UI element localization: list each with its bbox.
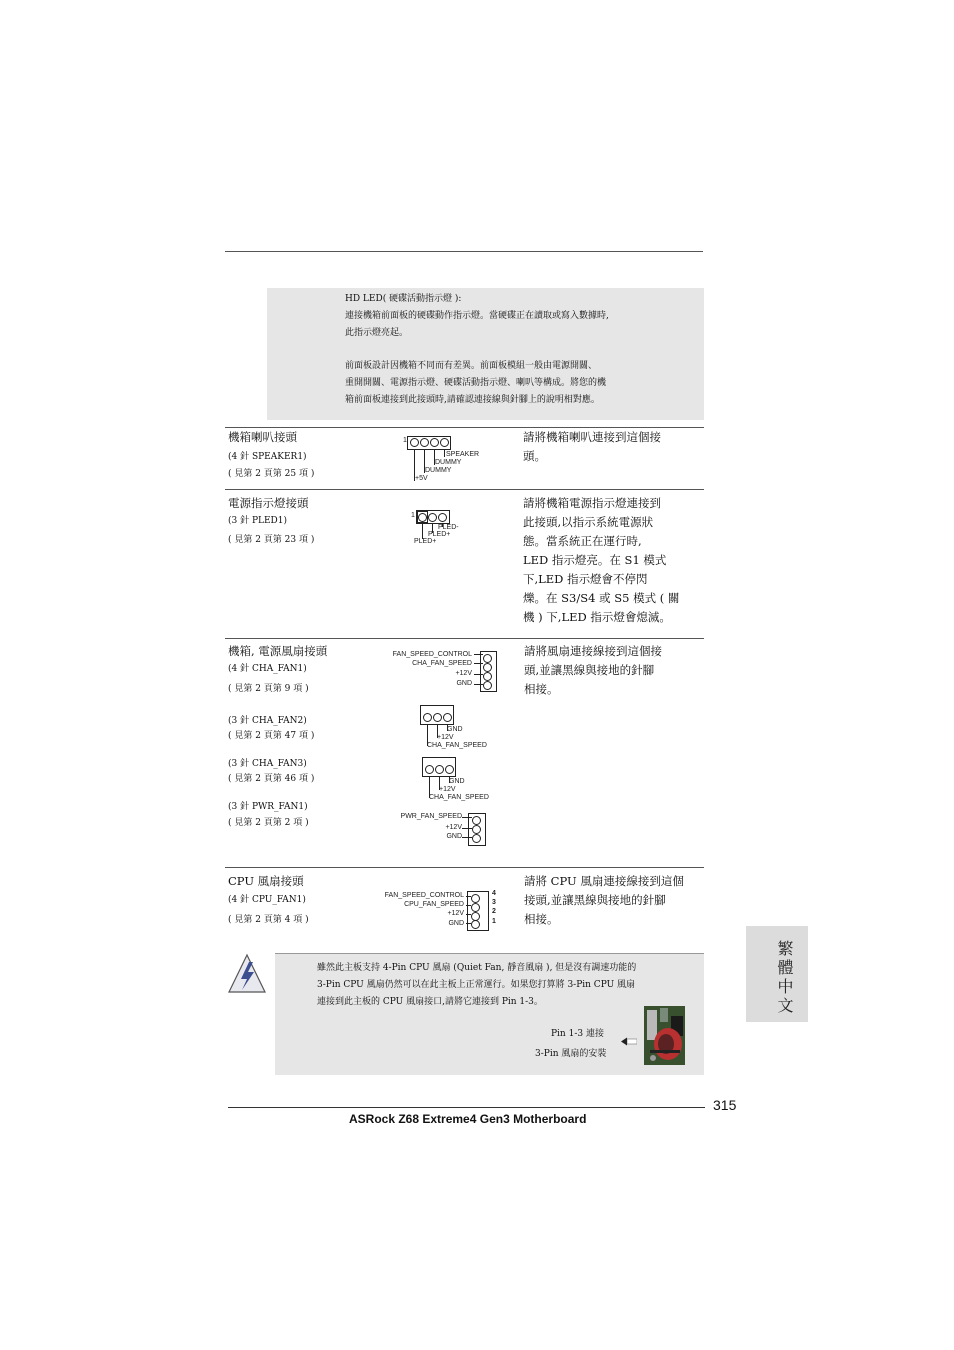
hdled-line5: 箱前面板連接到此接頭時,請確認連接線與針腳上的說明相對應。 [345, 394, 600, 405]
chafan1-label: FAN_SPEED_CONTROL [392, 651, 472, 658]
chafan3-label: CHA_FAN_SPEED [429, 794, 489, 801]
hdled-line2: 此指示燈亮起。 [345, 327, 409, 338]
top-rule [225, 251, 703, 252]
chafan2-label: +12V [437, 734, 454, 741]
pled-diagram [410, 510, 490, 550]
chafan3-ref: ( 見第 2 頁第 46 項 ) [228, 774, 315, 784]
cpufan-title: CPU 風扇接頭 [228, 874, 304, 888]
cpufan-num: 2 [492, 908, 496, 915]
cpufan-num: 3 [492, 899, 496, 906]
speaker-label-dummy1: DUMMY [435, 459, 462, 466]
speaker-desc2: 頭。 [523, 449, 546, 463]
speaker-label-speaker: SPEAKER [446, 451, 480, 458]
footer-rule [228, 1107, 705, 1108]
pled-desc-line: 態。當系統正在運行時, [523, 534, 642, 548]
cpufan-ref: ( 見第 2 頁第 4 項 ) [228, 915, 309, 925]
note-line: 3-Pin CPU 風扇仍然可以在此主板上正常運行。如果您打算將 3-Pin CPU 風扇 [317, 980, 636, 990]
chafan1-ref: ( 見第 2 頁第 9 項 ) [228, 684, 309, 694]
cpufan-diagram [380, 889, 500, 933]
chafan3-diagram [422, 757, 502, 805]
speaker-label-dummy2: DUMMY [425, 467, 452, 474]
pled-rule [225, 489, 704, 490]
chafan2-ref: ( 見第 2 頁第 47 項 ) [228, 731, 315, 741]
speaker-diagram [402, 435, 512, 485]
hdled-text [345, 291, 695, 409]
fan-install-photo [644, 1006, 685, 1065]
pwrfan-diagram [390, 812, 490, 846]
pwrfan-label: +12V [445, 824, 462, 831]
speaker-title: 機箱喇叭接頭 [228, 430, 297, 444]
speaker-ref: ( 見第 2 頁第 25 項 ) [228, 469, 315, 479]
chafan2-pins: (3 針 CHA_FAN2) [228, 716, 307, 726]
pled-desc-line: 下,LED 指示燈會不停閃 [523, 572, 648, 586]
cpufan-num: 4 [492, 890, 496, 897]
side-language-tab [746, 926, 808, 1022]
pled-label-plus2: PLED+ [414, 538, 437, 545]
footer-model: ASRock Z68 Extreme4 Gen3 Motherboard [349, 1112, 587, 1126]
chafan-desc-line: 請將風扇連接線接到這個接 [524, 644, 662, 658]
pled-pins: (3 針 PLED1) [228, 516, 288, 526]
cpufan-label: GND [448, 920, 464, 927]
chafan2-diagram [420, 705, 500, 753]
cpufan-num: 1 [492, 918, 496, 925]
hdled-line1: 連接機箱前面板的硬碟動作指示燈。當硬碟正在讀取或寫入數據時, [345, 310, 609, 321]
chafan1-label: +12V [455, 670, 472, 677]
chafan2-label: CHA_FAN_SPEED [427, 742, 487, 749]
cpufan-desc-line: 請將 CPU 風扇連接線接到這個 [524, 874, 684, 888]
chafan1-label: GND [456, 680, 472, 687]
pled-pin1-label: 1 [411, 512, 415, 519]
pled-desc-line: 爍。在 S3/S4 或 S5 模式 ( 關 [523, 591, 680, 605]
cpufan-rule [225, 867, 704, 868]
chafan1-pins: (4 針 CHA_FAN1) [228, 664, 307, 674]
chafan3-label: +12V [439, 786, 456, 793]
warning-icon [227, 952, 267, 996]
pwrfan-ref: ( 見第 2 頁第 2 項 ) [228, 818, 309, 828]
pled-ref: ( 見第 2 頁第 23 項 ) [228, 535, 315, 545]
pwrfan-label: GND [446, 833, 462, 840]
chafan2-label: GND [447, 726, 463, 733]
cpufan-label: +12V [447, 910, 464, 917]
cpufan-desc-line: 接頭,並讓黑線與接地的針腳 [524, 893, 666, 907]
pled-desc-line: LED 指示燈亮。在 S1 模式 [523, 553, 667, 567]
speaker-pin1-label: 1 [403, 437, 407, 444]
arrow-left-icon [621, 1031, 637, 1040]
note-text [317, 960, 703, 1011]
chafan-desc-line: 相接。 [524, 682, 559, 696]
pled-desc-line: 請將機箱電源指示燈連接到 [523, 496, 661, 510]
pled-label-minus: PLED- [438, 524, 459, 531]
chafan-rule [225, 638, 704, 639]
chafan-desc [524, 642, 699, 699]
cpufan-pins: (4 針 CPU_FAN1) [228, 895, 306, 905]
pled-desc-line: 此接頭,以指示系統電源狀 [523, 515, 654, 529]
chafan3-pins: (3 針 CHA_FAN3) [228, 759, 307, 769]
note-caption2: 3-Pin 風扇的安裝 [535, 1049, 607, 1059]
cpufan-desc-line: 相接。 [524, 912, 559, 926]
chafan1-diagram [380, 648, 500, 693]
cpufan-desc [524, 872, 702, 929]
page-number: 315 [713, 1097, 737, 1113]
hdled-title: HD LED( 硬碟活動指示燈 ): [345, 294, 462, 304]
hdled-line4: 重開開關、電源指示燈、硬碟活動指示燈、喇叭等構成。將您的機 [345, 377, 607, 388]
speaker-pins: (4 針 SPEAKER1) [228, 452, 307, 462]
chafan3-label: GND [449, 778, 465, 785]
note-line: 連接到此主板的 CPU 風扇接口,請將它連接到 Pin 1-3。 [317, 997, 543, 1007]
pled-desc [523, 494, 693, 627]
pled-title: 電源指示燈接頭 [228, 496, 309, 510]
cpufan-label: FAN_SPEED_CONTROL [384, 892, 464, 899]
pwrfan-label: PWR_FAN_SPEED [400, 813, 462, 820]
pled-desc-line: 機 ) 下,LED 指示燈會熄滅。 [523, 610, 671, 624]
note-caption1: Pin 1-3 連接 [551, 1029, 604, 1039]
speaker-desc1: 請將機箱喇叭連接到這個接 [523, 430, 661, 444]
speaker-label-5v: +5V [415, 475, 428, 482]
chafan-desc-line: 頭,並讓黑線與接地的針腳 [524, 663, 655, 677]
note-line: 雖然此主板支持 4-Pin CPU 風扇 (Quiet Fan, 靜音風扇 ), 但是沒有調速功能的 [317, 963, 637, 973]
pwrfan-pins: (3 針 PWR_FAN1) [228, 802, 308, 812]
pled-label-plus1: PLED+ [428, 531, 451, 538]
side-tab-label: 繁體中文 [775, 940, 794, 1016]
hdled-line3: 前面板設計因機箱不同而有差異。前面板模組一般由電源開關、 [345, 361, 598, 372]
chafan-title: 機箱, 電源風扇接頭 [228, 644, 328, 658]
chafan1-label: CHA_FAN_SPEED [412, 660, 472, 667]
cpufan-label: CPU_FAN_SPEED [404, 901, 464, 908]
